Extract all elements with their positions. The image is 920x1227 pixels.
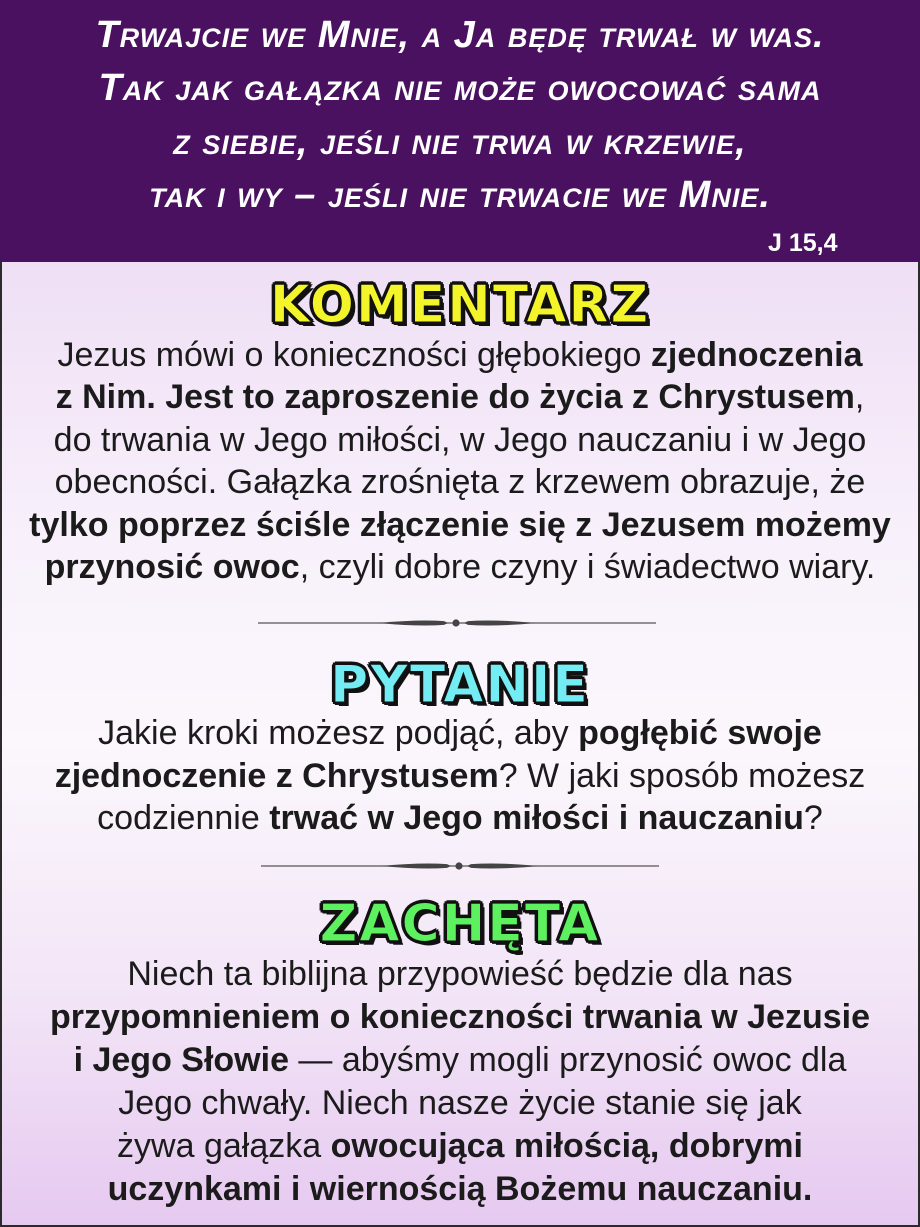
encouragement-line xyxy=(127,953,792,996)
emphasis-text-run: tylko poprzez ściśle złączenie się z Jezusem możemy xyxy=(29,505,891,544)
verse-reference: J 15,4 xyxy=(768,229,838,257)
commentary-line xyxy=(29,504,891,546)
scripture-verse xyxy=(0,9,920,222)
text-run: , czyli dobre czyny i świadectwo wiary. xyxy=(299,548,876,587)
emphasis-text-run: pogłębić swoje xyxy=(578,714,822,752)
text-run: Jezus mówi o konieczności głębokiego xyxy=(57,336,651,374)
verse-line-2: Tak jak gałązka nie może owocować sama xyxy=(98,67,822,110)
encouragement-line xyxy=(118,1082,801,1125)
encouragement-line xyxy=(50,996,870,1039)
commentary-text xyxy=(0,334,920,588)
encouragement-heading: ZACHĘTA xyxy=(319,894,601,954)
text-run: żywa gałązka xyxy=(117,1127,331,1165)
commentary-line xyxy=(45,546,876,588)
divider-left-flourish xyxy=(378,620,448,625)
verse-line-1: Trwajcie we Mnie, a Ja będę trwał w was. xyxy=(95,14,825,56)
verse-line-4: tak i wy – jeśli nie trwacie we Mnie. xyxy=(149,173,771,216)
commentary-line xyxy=(57,334,862,376)
text-run: Jakie kroki możesz podjąć, aby xyxy=(98,714,579,752)
text-run: ? xyxy=(803,799,823,837)
emphasis-text-run: z Nim. Jest to zaproszenie do życia z Chrystusem xyxy=(55,378,855,417)
encouragement-line xyxy=(108,1168,813,1211)
text-run: obecności. Gałązka zrośnięta z krzewem obrazuje, że xyxy=(54,463,866,502)
text-run: do trwania w Jego miłości, w Jego nauczaniu i w Jego xyxy=(53,420,867,459)
divider-right-flourish xyxy=(464,620,536,625)
commentary-heading: KOMENTARZ xyxy=(269,275,651,335)
question-line xyxy=(97,797,823,840)
emphasis-text-run: i Jego Słowie xyxy=(73,1041,289,1079)
question-text xyxy=(0,712,920,840)
divider-ornament xyxy=(258,616,656,630)
encouragement-line xyxy=(117,1125,803,1168)
encouragement-line xyxy=(74,1039,847,1082)
emphasis-text-run: przynosić owoc xyxy=(44,548,300,587)
divider-center-dot xyxy=(452,619,459,626)
text-run: codziennie xyxy=(97,799,270,837)
divider-ornament xyxy=(261,859,659,873)
emphasis-text-run: zjednoczenie z Chrystusem xyxy=(54,756,499,795)
verse-banner xyxy=(0,0,920,262)
text-run: , xyxy=(854,378,865,417)
emphasis-text-run: trwać w Jego miłości i nauczaniu xyxy=(269,799,804,837)
text-run: ? W jaki sposób możesz xyxy=(498,756,866,795)
divider-center-dot xyxy=(455,862,462,869)
emphasis-text-run: uczynkami i wiernością Bożemu nauczaniu. xyxy=(107,1170,813,1208)
verse-line-3: z siebie, jeśli nie trwa w krzewie, xyxy=(173,120,747,163)
emphasis-text-run: zjednoczenia xyxy=(650,336,863,374)
commentary-line xyxy=(56,376,865,418)
emphasis-text-run: przypomnieniem o konieczności trwania w Jezusie xyxy=(49,998,870,1036)
commentary-line xyxy=(54,419,867,461)
question-heading: PYTANIE xyxy=(330,655,590,715)
divider-right-flourish xyxy=(467,863,539,868)
encouragement-text xyxy=(0,953,920,1211)
question-line xyxy=(98,712,822,755)
emphasis-text-run: owocująca miłością, dobrymi xyxy=(330,1127,803,1165)
divider-left-flourish xyxy=(381,863,451,868)
text-run: — abyśmy mogli przynosić owoc dla xyxy=(288,1041,847,1079)
commentary-line xyxy=(55,461,866,503)
text-run: Jego chwały. Niech nasze życie stanie się jak xyxy=(118,1084,802,1122)
question-line xyxy=(55,755,866,798)
text-run: Niech ta biblijna przypowieść będzie dla nas xyxy=(127,955,793,993)
